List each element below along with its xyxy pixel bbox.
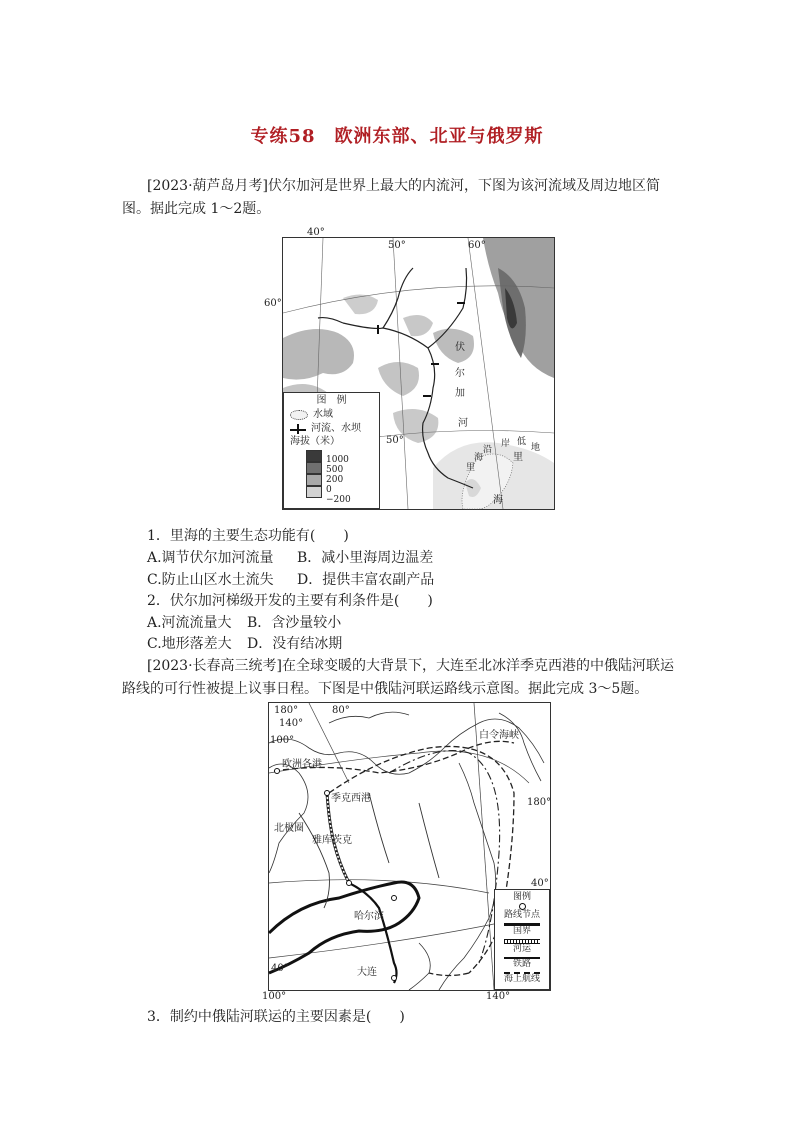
label-dalian: 大连: [357, 967, 377, 978]
legend-elevation-title: 海拔（米）: [290, 436, 340, 447]
lowland-char-3: 沿: [483, 445, 493, 455]
q1-option-a: A.调节伏尔加河流量: [147, 550, 274, 566]
lat-label-40-left: 40°: [271, 963, 289, 974]
q2-option-a: A.河流流量大: [147, 615, 232, 631]
legend-river-dam: 河流、水坝: [311, 423, 361, 434]
intro-paragraph-1-line-2: 图。据此完成 1～2题。: [122, 201, 271, 217]
water-swatch-icon: [290, 410, 308, 420]
legend2-title: 图例: [512, 892, 531, 902]
label-harbin: 哈尔滨: [354, 911, 384, 922]
caspian-char-1: 里: [513, 452, 523, 463]
river-name-char-4: 河: [458, 418, 468, 429]
question-3-stem: 3．制约中俄陆河联运的主要因素是( ): [147, 1009, 405, 1025]
elev-swatch-1000: [306, 450, 322, 462]
caspian-char-2: 海: [493, 495, 503, 506]
lon-label-180-top: 180°: [274, 705, 299, 716]
legend-water: 水域: [313, 409, 333, 420]
question-1-stem: 1．里海的主要生态功能有( ): [147, 528, 349, 544]
lon-label-40: 40°: [307, 227, 325, 238]
question-2-stem: 2．伏尔加河梯级开发的主要有利条件是( ): [147, 593, 433, 609]
label-yakutsk: 雅库茨克: [312, 835, 352, 846]
lat-label-60: 60°: [264, 298, 282, 309]
q1-option-c: C.防止山区水土流失: [147, 572, 274, 588]
legend-railway: 铁路: [512, 959, 531, 969]
lon-label-140-top: 140°: [279, 718, 304, 729]
elev-swatch-0: [306, 486, 322, 498]
river-dam-icon: [290, 424, 306, 434]
elev-label-minus200: −200: [326, 495, 351, 505]
elev-label-1000: 1000: [326, 455, 349, 465]
ural-mountains: [483, 238, 554, 378]
node-icon: [519, 903, 526, 910]
lowland-char-4: 岸: [501, 439, 511, 449]
label-tiksi-port: 季克西港: [331, 793, 371, 804]
lon-label-60: 60°: [468, 240, 486, 251]
label-europe-ports: 欧洲各港: [282, 759, 322, 770]
page-title: 专练58 欧洲东部、北亚与俄罗斯: [250, 126, 544, 147]
lat-label-40-right: 40°: [531, 878, 549, 889]
lon-label-100-top: 100°: [270, 735, 295, 746]
lon-label-140-bottom: 140°: [486, 991, 511, 1002]
legend-sea-route: 海上航线: [503, 974, 540, 984]
lat-label-50: 50°: [386, 435, 404, 446]
sea-routes: [274, 741, 514, 975]
lowland-char-2: 海: [474, 453, 484, 463]
map2-legend: [494, 889, 550, 990]
elev-swatch-200: [306, 474, 322, 486]
label-bering-strait: 白令海峡: [479, 730, 519, 741]
lon-label-50: 50°: [388, 240, 406, 251]
lowland-char-1: 里: [466, 463, 476, 473]
elev-label-0: 0: [326, 485, 332, 495]
q2-option-c: C.地形落差大: [147, 636, 232, 652]
map1-legend: [283, 392, 380, 509]
intro-paragraph-1-line-1: [2023·葫芦岛月考]伏尔加河是世界上最大的内流河，下图为该河流域及周边地区简: [147, 178, 661, 194]
elev-label-500: 500: [326, 465, 344, 475]
national-border: [269, 882, 419, 973]
legend-river-transport: 河运: [512, 944, 531, 954]
river-name-char-3: 加: [455, 388, 465, 399]
legend-title: 图 例: [316, 395, 347, 406]
legend-border: 国界: [512, 926, 531, 936]
legend-node: 路线节点: [503, 910, 540, 920]
q1-option-d: D．提供丰富农副产品: [297, 572, 435, 588]
lon-label-80: 80°: [332, 705, 350, 716]
q1-option-b: B．减小里海周边温差: [297, 550, 434, 566]
river-name-char-1: 伏: [455, 342, 465, 353]
q2-option-d: D．没有结冰期: [247, 636, 343, 652]
intro-paragraph-2-line-1: [2023·长春高三统考]在全球变暖的大背景下，大连至北冰洋季克西港的中俄陆河联运: [147, 658, 675, 674]
other-rivers: [299, 793, 439, 908]
lowland-char-6: 地: [531, 443, 541, 453]
elev-swatch-500: [306, 462, 322, 474]
elev-label-200: 200: [326, 475, 344, 485]
lon-label-180-right: 180°: [527, 797, 552, 808]
label-arctic-circle: 北极圈: [274, 823, 304, 834]
lon-label-100-bottom: 100°: [262, 991, 287, 1002]
river-name-char-2: 尔: [455, 368, 465, 379]
lowland-char-5: 低: [517, 437, 527, 447]
intro-paragraph-2-line-2: 路线的可行性被提上议事日程。下图是中俄陆河联运路线示意图。据此完成 3～5题。: [122, 681, 649, 697]
q2-option-b: B．含沙量较小: [247, 615, 342, 631]
alt-route: [389, 751, 500, 964]
